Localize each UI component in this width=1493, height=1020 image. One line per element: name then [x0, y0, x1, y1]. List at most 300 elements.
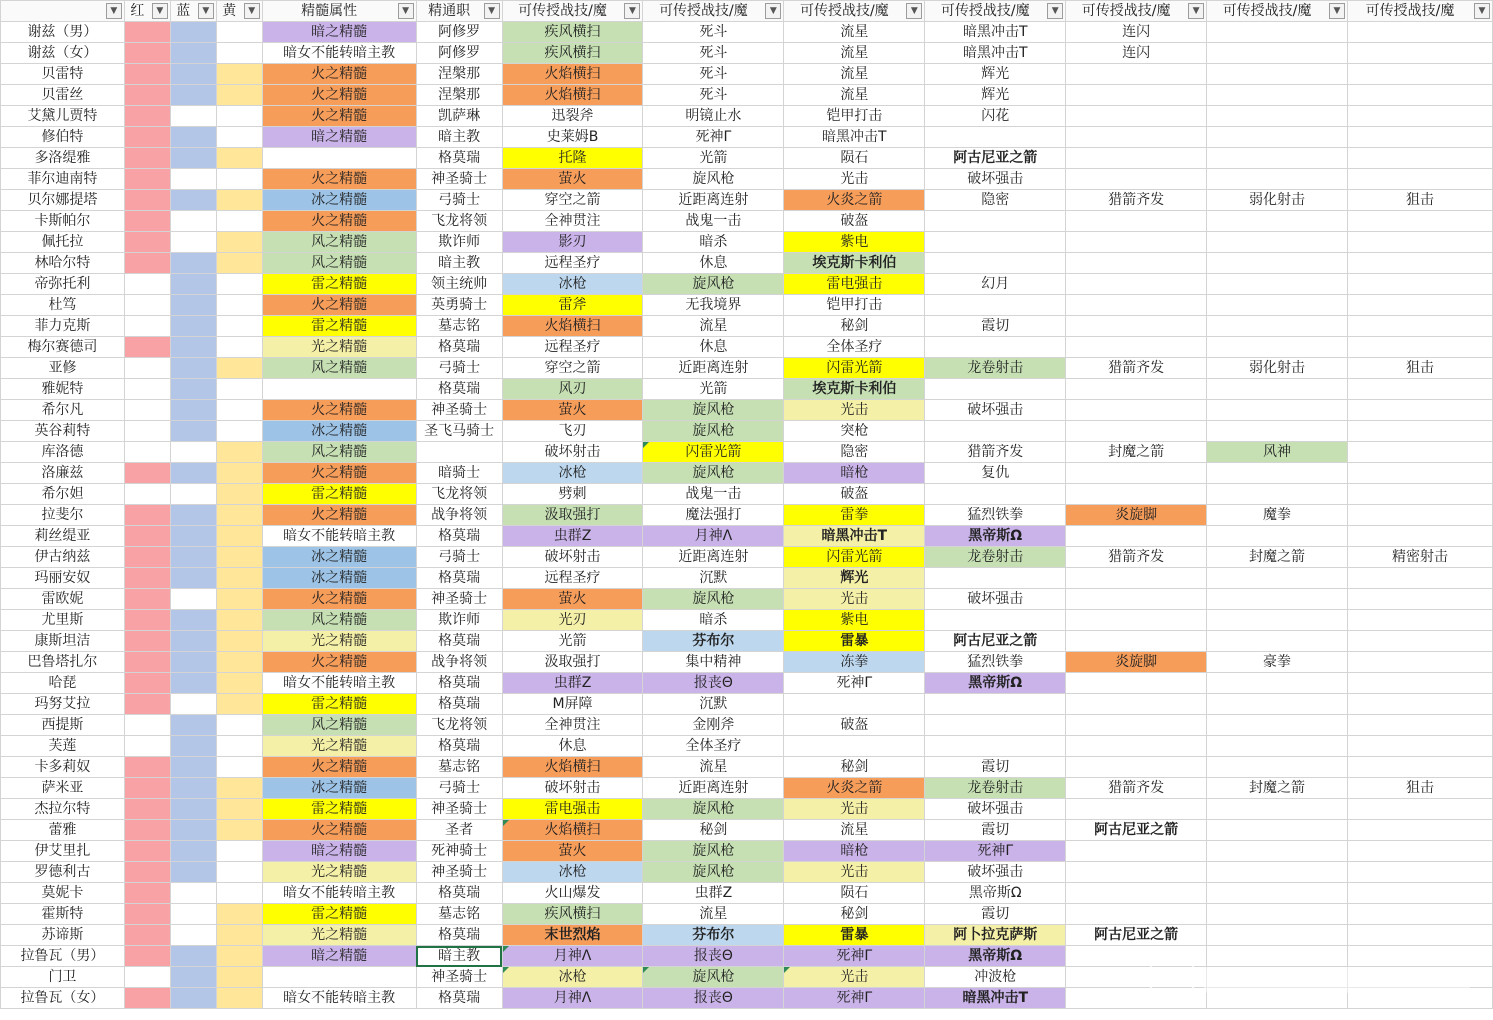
yellow-flag-cell[interactable] — [216, 652, 262, 673]
skill-cell[interactable] — [1207, 421, 1348, 442]
blue-flag-cell[interactable] — [170, 799, 216, 820]
skill-cell[interactable] — [1348, 589, 1493, 610]
blue-flag-cell[interactable] — [170, 673, 216, 694]
class-cell[interactable]: 飞龙将领 — [416, 211, 502, 232]
red-flag-cell[interactable] — [124, 505, 170, 526]
skill-cell[interactable]: 死斗 — [643, 64, 784, 85]
skill-cell[interactable] — [784, 694, 925, 715]
column-header-11[interactable] — [1207, 1, 1348, 22]
skill-cell[interactable] — [1207, 715, 1348, 736]
essence-cell[interactable]: 暗女不能转暗主教 — [262, 988, 416, 1009]
skill-cell[interactable] — [1348, 736, 1493, 757]
red-flag-cell[interactable] — [124, 64, 170, 85]
name-cell[interactable]: 雷欧妮 — [1, 589, 125, 610]
filter-dropdown-icon[interactable]: ▼ — [398, 3, 414, 19]
skill-cell[interactable] — [1348, 925, 1493, 946]
skill-cell[interactable]: 汲取强打 — [502, 505, 643, 526]
skill-cell[interactable]: 战鬼一击 — [643, 211, 784, 232]
skill-cell[interactable]: 火炎之箭 — [784, 190, 925, 211]
class-cell[interactable]: 神圣骑士 — [416, 169, 502, 190]
name-cell[interactable]: 菲力克斯 — [1, 316, 125, 337]
skill-cell[interactable]: 汲取强打 — [502, 652, 643, 673]
blue-flag-cell[interactable] — [170, 631, 216, 652]
skill-cell[interactable] — [925, 337, 1066, 358]
skill-cell[interactable]: 流星 — [784, 43, 925, 64]
skill-cell[interactable]: 死斗 — [643, 22, 784, 43]
yellow-flag-cell[interactable] — [216, 505, 262, 526]
name-cell[interactable]: 哈琵 — [1, 673, 125, 694]
skill-cell[interactable]: 火焰横扫 — [502, 85, 643, 106]
class-cell[interactable]: 战争将领 — [416, 505, 502, 526]
skill-cell[interactable] — [1348, 967, 1493, 988]
skill-cell[interactable] — [1348, 295, 1493, 316]
red-flag-cell[interactable] — [124, 442, 170, 463]
yellow-flag-cell[interactable] — [216, 925, 262, 946]
yellow-flag-cell[interactable] — [216, 862, 262, 883]
skill-cell[interactable] — [1207, 127, 1348, 148]
skill-cell[interactable] — [1207, 211, 1348, 232]
skill-cell[interactable]: 流星 — [784, 22, 925, 43]
skill-cell[interactable] — [1066, 295, 1207, 316]
red-flag-cell[interactable] — [124, 988, 170, 1009]
class-cell[interactable]: 暗主教 — [416, 127, 502, 148]
class-cell[interactable]: 神圣骑士 — [416, 589, 502, 610]
column-header-2[interactable] — [170, 1, 216, 22]
yellow-flag-cell[interactable] — [216, 379, 262, 400]
red-flag-cell[interactable] — [124, 253, 170, 274]
essence-cell[interactable]: 光之精髓 — [262, 736, 416, 757]
name-cell[interactable]: 西提斯 — [1, 715, 125, 736]
essence-cell[interactable]: 火之精髓 — [262, 505, 416, 526]
skill-cell[interactable] — [1348, 127, 1493, 148]
skill-cell[interactable] — [925, 715, 1066, 736]
skill-cell[interactable]: 芬布尔 — [643, 925, 784, 946]
essence-cell[interactable]: 暗之精髓 — [262, 841, 416, 862]
essence-cell[interactable]: 暗之精髓 — [262, 946, 416, 967]
skill-cell[interactable]: 暗黑冲击T — [784, 127, 925, 148]
skill-cell[interactable] — [925, 211, 1066, 232]
skill-cell[interactable] — [1207, 253, 1348, 274]
skill-cell[interactable]: 光击 — [784, 169, 925, 190]
red-flag-cell[interactable] — [124, 694, 170, 715]
skill-cell[interactable] — [1066, 211, 1207, 232]
name-cell[interactable]: 伊艾里扎 — [1, 841, 125, 862]
blue-flag-cell[interactable] — [170, 652, 216, 673]
skill-cell[interactable]: 火焰横扫 — [502, 757, 643, 778]
class-cell[interactable]: 阿修罗 — [416, 22, 502, 43]
red-flag-cell[interactable] — [124, 547, 170, 568]
blue-flag-cell[interactable] — [170, 106, 216, 127]
skill-cell[interactable] — [1066, 421, 1207, 442]
name-cell[interactable]: 拉鲁瓦（女） — [1, 988, 125, 1009]
yellow-flag-cell[interactable] — [216, 757, 262, 778]
name-cell[interactable]: 伊古纳兹 — [1, 547, 125, 568]
skill-cell[interactable]: 旋风枪 — [643, 169, 784, 190]
red-flag-cell[interactable] — [124, 904, 170, 925]
skill-cell[interactable]: 阿古尼亚之箭 — [1066, 925, 1207, 946]
essence-cell[interactable]: 暗女不能转暗主教 — [262, 673, 416, 694]
skill-cell[interactable] — [1348, 568, 1493, 589]
essence-cell[interactable]: 雷之精髓 — [262, 484, 416, 505]
skill-cell[interactable]: 豪拳 — [1207, 652, 1348, 673]
skill-cell[interactable]: 秘剑 — [784, 316, 925, 337]
essence-cell[interactable]: 冰之精髓 — [262, 568, 416, 589]
skill-cell[interactable]: 猛烈铁拳 — [925, 505, 1066, 526]
skill-cell[interactable] — [925, 736, 1066, 757]
blue-flag-cell[interactable] — [170, 232, 216, 253]
skill-cell[interactable] — [1207, 694, 1348, 715]
yellow-flag-cell[interactable] — [216, 442, 262, 463]
red-flag-cell[interactable] — [124, 652, 170, 673]
yellow-flag-cell[interactable] — [216, 85, 262, 106]
yellow-flag-cell[interactable] — [216, 169, 262, 190]
class-cell[interactable]: 圣飞马骑士 — [416, 421, 502, 442]
yellow-flag-cell[interactable] — [216, 736, 262, 757]
skill-cell[interactable]: 暗黑冲击T — [925, 22, 1066, 43]
class-cell[interactable]: 暗骑士 — [416, 463, 502, 484]
skill-cell[interactable]: 旋风枪 — [643, 400, 784, 421]
skill-cell[interactable] — [1207, 295, 1348, 316]
class-cell[interactable]: 阿修罗 — [416, 43, 502, 64]
essence-cell[interactable]: 火之精髓 — [262, 211, 416, 232]
blue-flag-cell[interactable] — [170, 211, 216, 232]
skill-cell[interactable] — [1348, 484, 1493, 505]
skill-cell[interactable]: 疾风横扫 — [502, 904, 643, 925]
skill-cell[interactable]: 猎箭齐发 — [1066, 190, 1207, 211]
name-cell[interactable]: 蕾雅 — [1, 820, 125, 841]
class-cell[interactable]: 格莫瑞 — [416, 736, 502, 757]
blue-flag-cell[interactable] — [170, 547, 216, 568]
skill-cell[interactable] — [1207, 610, 1348, 631]
class-cell[interactable]: 格莫瑞 — [416, 379, 502, 400]
skill-cell[interactable]: 末世烈焰 — [502, 925, 643, 946]
skill-cell[interactable] — [1348, 820, 1493, 841]
yellow-flag-cell[interactable] — [216, 673, 262, 694]
yellow-flag-cell[interactable] — [216, 211, 262, 232]
red-flag-cell[interactable] — [124, 211, 170, 232]
skill-cell[interactable]: 旋风枪 — [643, 967, 784, 988]
skill-cell[interactable] — [925, 127, 1066, 148]
skill-cell[interactable] — [1066, 610, 1207, 631]
skill-cell[interactable] — [1066, 988, 1207, 1009]
skill-cell[interactable]: 光击 — [784, 799, 925, 820]
class-cell[interactable]: 格莫瑞 — [416, 148, 502, 169]
name-cell[interactable]: 康斯坦洁 — [1, 631, 125, 652]
red-flag-cell[interactable] — [124, 526, 170, 547]
skill-cell[interactable] — [1207, 589, 1348, 610]
yellow-flag-cell[interactable] — [216, 127, 262, 148]
name-cell[interactable]: 门卫 — [1, 967, 125, 988]
skill-cell[interactable]: 黑帝斯Ω — [925, 526, 1066, 547]
skill-cell[interactable] — [1207, 631, 1348, 652]
blue-flag-cell[interactable] — [170, 967, 216, 988]
skill-cell[interactable] — [1066, 169, 1207, 190]
red-flag-cell[interactable] — [124, 778, 170, 799]
name-cell[interactable]: 苏谛斯 — [1, 925, 125, 946]
skill-cell[interactable]: 雷暴 — [784, 631, 925, 652]
red-flag-cell[interactable] — [124, 862, 170, 883]
name-cell[interactable]: 卡多莉奴 — [1, 757, 125, 778]
skill-cell[interactable]: 封魔之箭 — [1207, 778, 1348, 799]
skill-cell[interactable]: 月神Λ — [502, 946, 643, 967]
essence-cell[interactable]: 暗女不能转暗主教 — [262, 526, 416, 547]
skill-cell[interactable]: 隐密 — [925, 190, 1066, 211]
skill-cell[interactable]: 穿空之箭 — [502, 358, 643, 379]
yellow-flag-cell[interactable] — [216, 148, 262, 169]
class-cell[interactable]: 格莫瑞 — [416, 337, 502, 358]
skill-cell[interactable] — [1207, 106, 1348, 127]
red-flag-cell[interactable] — [124, 925, 170, 946]
essence-cell[interactable]: 雷之精髓 — [262, 694, 416, 715]
skill-cell[interactable]: 流星 — [643, 904, 784, 925]
name-cell[interactable]: 贝雷特 — [1, 64, 125, 85]
skill-cell[interactable]: 突枪 — [784, 421, 925, 442]
blue-flag-cell[interactable] — [170, 946, 216, 967]
essence-cell[interactable]: 火之精髓 — [262, 400, 416, 421]
skill-cell[interactable] — [1348, 841, 1493, 862]
skill-cell[interactable]: 破坏强击 — [925, 169, 1066, 190]
class-cell[interactable]: 飞龙将领 — [416, 484, 502, 505]
class-cell[interactable]: 格莫瑞 — [416, 694, 502, 715]
skill-cell[interactable]: 暗黑冲击T — [784, 526, 925, 547]
yellow-flag-cell[interactable] — [216, 967, 262, 988]
skill-cell[interactable]: 霞切 — [925, 316, 1066, 337]
blue-flag-cell[interactable] — [170, 379, 216, 400]
skill-cell[interactable]: 辉光 — [925, 64, 1066, 85]
name-cell[interactable]: 希尔凡 — [1, 400, 125, 421]
skill-cell[interactable] — [1348, 946, 1493, 967]
class-cell[interactable]: 神圣骑士 — [416, 799, 502, 820]
skill-cell[interactable]: 封魔之箭 — [1066, 442, 1207, 463]
yellow-flag-cell[interactable] — [216, 904, 262, 925]
skill-cell[interactable]: 冰枪 — [502, 967, 643, 988]
skill-cell[interactable]: 疾风横扫 — [502, 43, 643, 64]
skill-cell[interactable] — [1066, 757, 1207, 778]
skill-cell[interactable]: 火焰横扫 — [502, 316, 643, 337]
skill-cell[interactable]: 破坏射击 — [502, 778, 643, 799]
name-cell[interactable]: 谢兹（女） — [1, 43, 125, 64]
skill-cell[interactable] — [1207, 169, 1348, 190]
skill-cell[interactable] — [1348, 442, 1493, 463]
skill-cell[interactable] — [1066, 379, 1207, 400]
skill-cell[interactable]: 黑帝斯Ω — [925, 883, 1066, 904]
yellow-flag-cell[interactable] — [216, 253, 262, 274]
essence-cell[interactable]: 火之精髓 — [262, 463, 416, 484]
skill-cell[interactable]: 埃克斯卡利伯 — [784, 253, 925, 274]
red-flag-cell[interactable] — [124, 883, 170, 904]
essence-cell[interactable]: 冰之精髓 — [262, 547, 416, 568]
name-cell[interactable]: 玛努艾拉 — [1, 694, 125, 715]
skill-cell[interactable]: 破坏强击 — [925, 589, 1066, 610]
skill-cell[interactable]: 紫电 — [784, 232, 925, 253]
skill-cell[interactable]: 复仇 — [925, 463, 1066, 484]
skill-cell[interactable]: 流星 — [784, 85, 925, 106]
skill-cell[interactable] — [1066, 589, 1207, 610]
filter-dropdown-icon[interactable]: ▼ — [1329, 3, 1345, 19]
skill-cell[interactable]: 火炎之箭 — [784, 778, 925, 799]
skill-cell[interactable]: 光击 — [784, 589, 925, 610]
skill-cell[interactable]: 狙击 — [1348, 358, 1493, 379]
blue-flag-cell[interactable] — [170, 400, 216, 421]
skill-cell[interactable]: 暗枪 — [784, 841, 925, 862]
skill-cell[interactable] — [1066, 967, 1207, 988]
blue-flag-cell[interactable] — [170, 883, 216, 904]
skill-cell[interactable] — [1066, 694, 1207, 715]
class-cell[interactable]: 格莫瑞 — [416, 631, 502, 652]
skill-cell[interactable]: 萤火 — [502, 841, 643, 862]
column-header-0[interactable] — [1, 1, 125, 22]
essence-cell[interactable]: 暗之精髓 — [262, 22, 416, 43]
class-cell[interactable] — [416, 442, 502, 463]
essence-cell[interactable]: 火之精髓 — [262, 85, 416, 106]
blue-flag-cell[interactable] — [170, 862, 216, 883]
yellow-flag-cell[interactable] — [216, 547, 262, 568]
skill-cell[interactable]: 死神Γ — [925, 841, 1066, 862]
skill-cell[interactable]: 铠甲打击 — [784, 106, 925, 127]
skill-cell[interactable]: 陨石 — [784, 148, 925, 169]
skill-cell[interactable] — [1207, 673, 1348, 694]
red-flag-cell[interactable] — [124, 757, 170, 778]
blue-flag-cell[interactable] — [170, 316, 216, 337]
skill-cell[interactable] — [1348, 253, 1493, 274]
skill-cell[interactable]: 穿空之箭 — [502, 190, 643, 211]
skill-cell[interactable]: 死斗 — [643, 85, 784, 106]
skill-cell[interactable]: 火山爆发 — [502, 883, 643, 904]
skill-cell[interactable] — [1348, 379, 1493, 400]
red-flag-cell[interactable] — [124, 379, 170, 400]
essence-cell[interactable]: 雷之精髓 — [262, 274, 416, 295]
skill-cell[interactable] — [1066, 484, 1207, 505]
red-flag-cell[interactable] — [124, 967, 170, 988]
skill-cell[interactable] — [1066, 400, 1207, 421]
name-cell[interactable]: 霍斯特 — [1, 904, 125, 925]
essence-cell[interactable]: 火之精髓 — [262, 589, 416, 610]
column-header-1[interactable] — [124, 1, 170, 22]
essence-cell[interactable]: 雷之精髓 — [262, 799, 416, 820]
skill-cell[interactable]: 火焰横扫 — [502, 820, 643, 841]
skill-cell[interactable]: 封魔之箭 — [1207, 547, 1348, 568]
skill-cell[interactable]: 虫群Z — [502, 526, 643, 547]
skill-cell[interactable] — [1348, 337, 1493, 358]
class-cell[interactable]: 弓骑士 — [416, 778, 502, 799]
skill-cell[interactable]: 猛烈铁拳 — [925, 652, 1066, 673]
filter-dropdown-icon[interactable]: ▼ — [1047, 3, 1063, 19]
name-cell[interactable]: 莉丝缇亚 — [1, 526, 125, 547]
class-cell[interactable]: 飞龙将领 — [416, 715, 502, 736]
yellow-flag-cell[interactable] — [216, 190, 262, 211]
yellow-flag-cell[interactable] — [216, 232, 262, 253]
skill-cell[interactable]: 暗枪 — [784, 463, 925, 484]
skill-cell[interactable] — [1207, 925, 1348, 946]
skill-cell[interactable]: 虫群Z — [502, 673, 643, 694]
skill-cell[interactable] — [925, 568, 1066, 589]
skill-cell[interactable] — [1066, 148, 1207, 169]
yellow-flag-cell[interactable] — [216, 610, 262, 631]
class-cell[interactable]: 弓骑士 — [416, 190, 502, 211]
skill-cell[interactable]: 死斗 — [643, 43, 784, 64]
skill-cell[interactable] — [1348, 85, 1493, 106]
skill-cell[interactable] — [1348, 232, 1493, 253]
skill-cell[interactable] — [1348, 631, 1493, 652]
skill-cell[interactable] — [1066, 799, 1207, 820]
skill-cell[interactable]: 魔法强打 — [643, 505, 784, 526]
blue-flag-cell[interactable] — [170, 190, 216, 211]
skill-cell[interactable]: 雷拳 — [784, 505, 925, 526]
blue-flag-cell[interactable] — [170, 820, 216, 841]
skill-cell[interactable] — [1066, 316, 1207, 337]
skill-cell[interactable]: 冰枪 — [502, 862, 643, 883]
filter-dropdown-icon[interactable]: ▼ — [244, 3, 260, 19]
blue-flag-cell[interactable] — [170, 127, 216, 148]
blue-flag-cell[interactable] — [170, 568, 216, 589]
yellow-flag-cell[interactable] — [216, 22, 262, 43]
skill-cell[interactable]: 炎旋脚 — [1066, 652, 1207, 673]
blue-flag-cell[interactable] — [170, 484, 216, 505]
skill-cell[interactable]: 劈刺 — [502, 484, 643, 505]
skill-cell[interactable] — [1207, 862, 1348, 883]
yellow-flag-cell[interactable] — [216, 400, 262, 421]
skill-cell[interactable] — [1207, 799, 1348, 820]
skill-cell[interactable] — [1348, 799, 1493, 820]
skill-cell[interactable]: 弱化射击 — [1207, 190, 1348, 211]
blue-flag-cell[interactable] — [170, 43, 216, 64]
yellow-flag-cell[interactable] — [216, 295, 262, 316]
skill-cell[interactable] — [1348, 862, 1493, 883]
skill-cell[interactable]: 流星 — [643, 316, 784, 337]
filter-dropdown-icon[interactable]: ▼ — [152, 3, 168, 19]
essence-cell[interactable]: 火之精髓 — [262, 820, 416, 841]
skill-cell[interactable]: 旋风枪 — [643, 274, 784, 295]
filter-dropdown-icon[interactable]: ▼ — [906, 3, 922, 19]
skill-cell[interactable]: 史莱姆B — [502, 127, 643, 148]
skill-cell[interactable]: 雷暴 — [784, 925, 925, 946]
blue-flag-cell[interactable] — [170, 463, 216, 484]
filter-dropdown-icon[interactable]: ▼ — [1188, 3, 1204, 19]
name-cell[interactable]: 贝尔娜提塔 — [1, 190, 125, 211]
red-flag-cell[interactable] — [124, 736, 170, 757]
blue-flag-cell[interactable] — [170, 841, 216, 862]
skill-cell[interactable]: 炎旋脚 — [1066, 505, 1207, 526]
skill-cell[interactable]: 萤火 — [502, 169, 643, 190]
name-cell[interactable]: 尤里斯 — [1, 610, 125, 631]
skill-cell[interactable] — [1207, 43, 1348, 64]
blue-flag-cell[interactable] — [170, 337, 216, 358]
red-flag-cell[interactable] — [124, 43, 170, 64]
essence-cell[interactable]: 光之精髓 — [262, 862, 416, 883]
red-flag-cell[interactable] — [124, 274, 170, 295]
skill-cell[interactable]: 紫电 — [784, 610, 925, 631]
skill-cell[interactable]: 报丧Θ — [643, 988, 784, 1009]
skill-cell[interactable]: 战鬼一击 — [643, 484, 784, 505]
skill-cell[interactable]: 流星 — [784, 820, 925, 841]
skill-cell[interactable]: 冰枪 — [502, 274, 643, 295]
skill-cell[interactable]: 霞切 — [925, 757, 1066, 778]
skill-cell[interactable] — [1207, 757, 1348, 778]
skill-cell[interactable]: 流星 — [784, 64, 925, 85]
skill-cell[interactable] — [1207, 841, 1348, 862]
class-cell[interactable]: 涅槃那 — [416, 64, 502, 85]
red-flag-cell[interactable] — [124, 631, 170, 652]
yellow-flag-cell[interactable] — [216, 694, 262, 715]
skill-cell[interactable]: 远程圣疗 — [502, 253, 643, 274]
skill-cell[interactable]: 火焰横扫 — [502, 64, 643, 85]
skill-cell[interactable]: 旋风枪 — [643, 841, 784, 862]
column-header-3[interactable] — [216, 1, 262, 22]
skill-cell[interactable]: 猎箭齐发 — [925, 442, 1066, 463]
column-header-8[interactable] — [784, 1, 925, 22]
essence-cell[interactable]: 光之精髓 — [262, 925, 416, 946]
name-cell[interactable]: 玛丽安奴 — [1, 568, 125, 589]
